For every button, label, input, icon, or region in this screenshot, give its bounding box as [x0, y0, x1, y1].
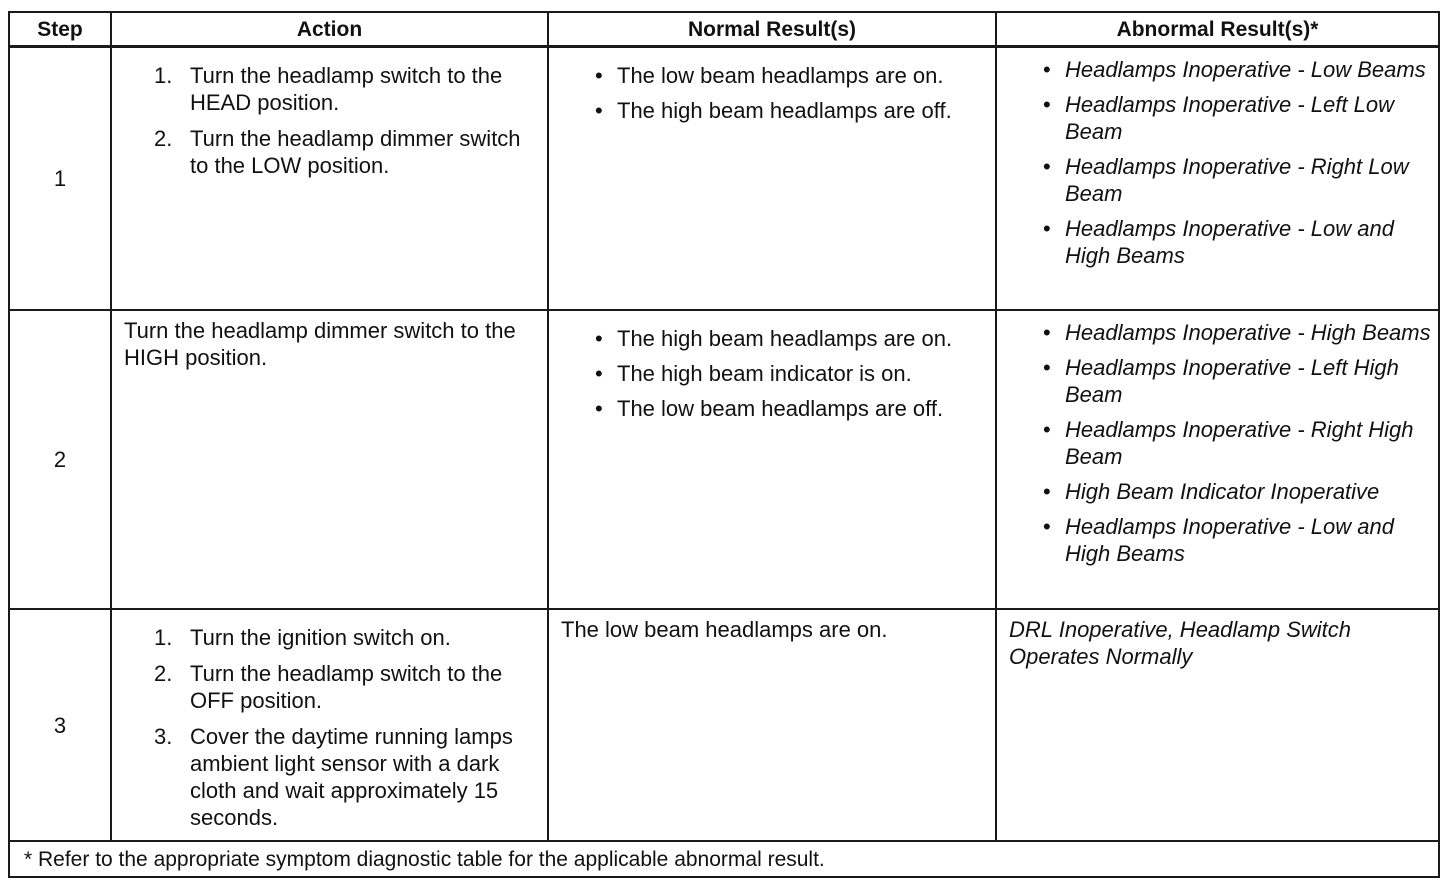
header-normal-results: Normal Result(s) — [548, 12, 996, 47]
list-item: • Headlamps Inoperative - Left Low Beam — [1043, 92, 1394, 144]
abnormal-result-cell — [996, 47, 1439, 311]
footnote-row — [9, 841, 1439, 877]
normal-result-list — [559, 62, 989, 124]
diagnostic-table — [8, 11, 1440, 878]
bullet-icon: • — [595, 396, 603, 421]
bullet-icon: • — [595, 326, 603, 351]
normal-result-cell — [548, 310, 996, 609]
normal-result-text: The low beam headlamps are on. — [561, 617, 888, 642]
header-abnormal-results: Abnormal Result(s)* — [996, 12, 1439, 47]
bullet-icon: • — [1043, 479, 1051, 504]
footnote-cell — [9, 841, 1439, 877]
action-list — [122, 62, 541, 179]
bullet-icon: • — [1043, 154, 1051, 179]
action-item: 3. Cover the daytime running lamps ambient light sensor with a dark cloth and wait approximately 15 seconds. — [154, 724, 513, 830]
action-list — [122, 624, 541, 831]
action-cell — [111, 47, 548, 311]
action-cell — [111, 609, 548, 841]
normal-result-list — [559, 325, 989, 422]
step-number: 2 — [9, 310, 111, 609]
action-item: 1. Turn the headlamp switch to the HEAD position. — [154, 63, 503, 115]
list-item: • Headlamps Inoperative - Right Low Beam — [1043, 154, 1409, 206]
list-item: • The high beam indicator is on. — [595, 361, 912, 386]
bullet-icon: • — [595, 98, 603, 123]
table-row-step-3 — [9, 609, 1439, 841]
bullet-icon: • — [1043, 417, 1051, 442]
table-row-step-2 — [9, 310, 1439, 609]
step-number: 3 — [9, 609, 111, 841]
abnormal-result-cell — [996, 310, 1439, 609]
bullet-icon: • — [1043, 92, 1051, 117]
list-item: • The low beam headlamps are off. — [595, 396, 944, 421]
bullet-icon: • — [1043, 514, 1051, 539]
list-item: • The high beam headlamps are off. — [595, 98, 952, 123]
bullet-icon: • — [595, 361, 603, 386]
abnormal-result-text: DRL Inoperative, Headlamp Switch Operates Normally — [1009, 617, 1351, 669]
bullet-icon: • — [595, 63, 603, 88]
list-item: • The high beam headlamps are on. — [595, 326, 953, 351]
abnormal-result-list — [1007, 319, 1432, 567]
action-item: 2. Turn the headlamp dimmer switch to the LOW position. — [154, 126, 521, 178]
table-row-step-1 — [9, 47, 1439, 311]
normal-result-cell — [548, 47, 996, 311]
action-text: Turn the headlamp dimmer switch to the HIGH position. — [124, 318, 516, 370]
list-item: • Headlamps Inoperative - Low Beams — [1043, 57, 1426, 82]
abnormal-result-cell — [996, 609, 1439, 841]
bullet-icon: • — [1043, 57, 1051, 82]
action-item: 2. Turn the headlamp switch to the OFF position. — [154, 661, 503, 713]
list-item: • Headlamps Inoperative - Right High Beam — [1043, 417, 1414, 469]
bullet-icon: • — [1043, 355, 1051, 380]
footnote: * Refer to the appropriate symptom diagnostic table for the applicable abnormal result. — [24, 847, 825, 871]
abnormal-result-list — [1007, 56, 1432, 269]
step-number: 1 — [9, 47, 111, 311]
list-item: • Headlamps Inoperative - High Beams — [1043, 320, 1431, 345]
bullet-icon: • — [1043, 320, 1051, 345]
normal-result-cell — [548, 609, 996, 841]
list-item: • Headlamps Inoperative - Left High Beam — [1043, 355, 1399, 407]
list-item: • Headlamps Inoperative - Low and High Beams — [1043, 216, 1394, 268]
list-item: • Headlamps Inoperative - Low and High Beams — [1043, 514, 1394, 566]
header-step: Step — [9, 12, 111, 47]
bullet-icon: • — [1043, 216, 1051, 241]
header-action: Action — [111, 12, 548, 47]
header-row — [9, 12, 1439, 47]
list-item: • The low beam headlamps are on. — [595, 63, 944, 88]
action-item: 1. Turn the ignition switch on. — [154, 625, 451, 650]
list-item: • High Beam Indicator Inoperative — [1043, 479, 1380, 504]
action-cell — [111, 310, 548, 609]
